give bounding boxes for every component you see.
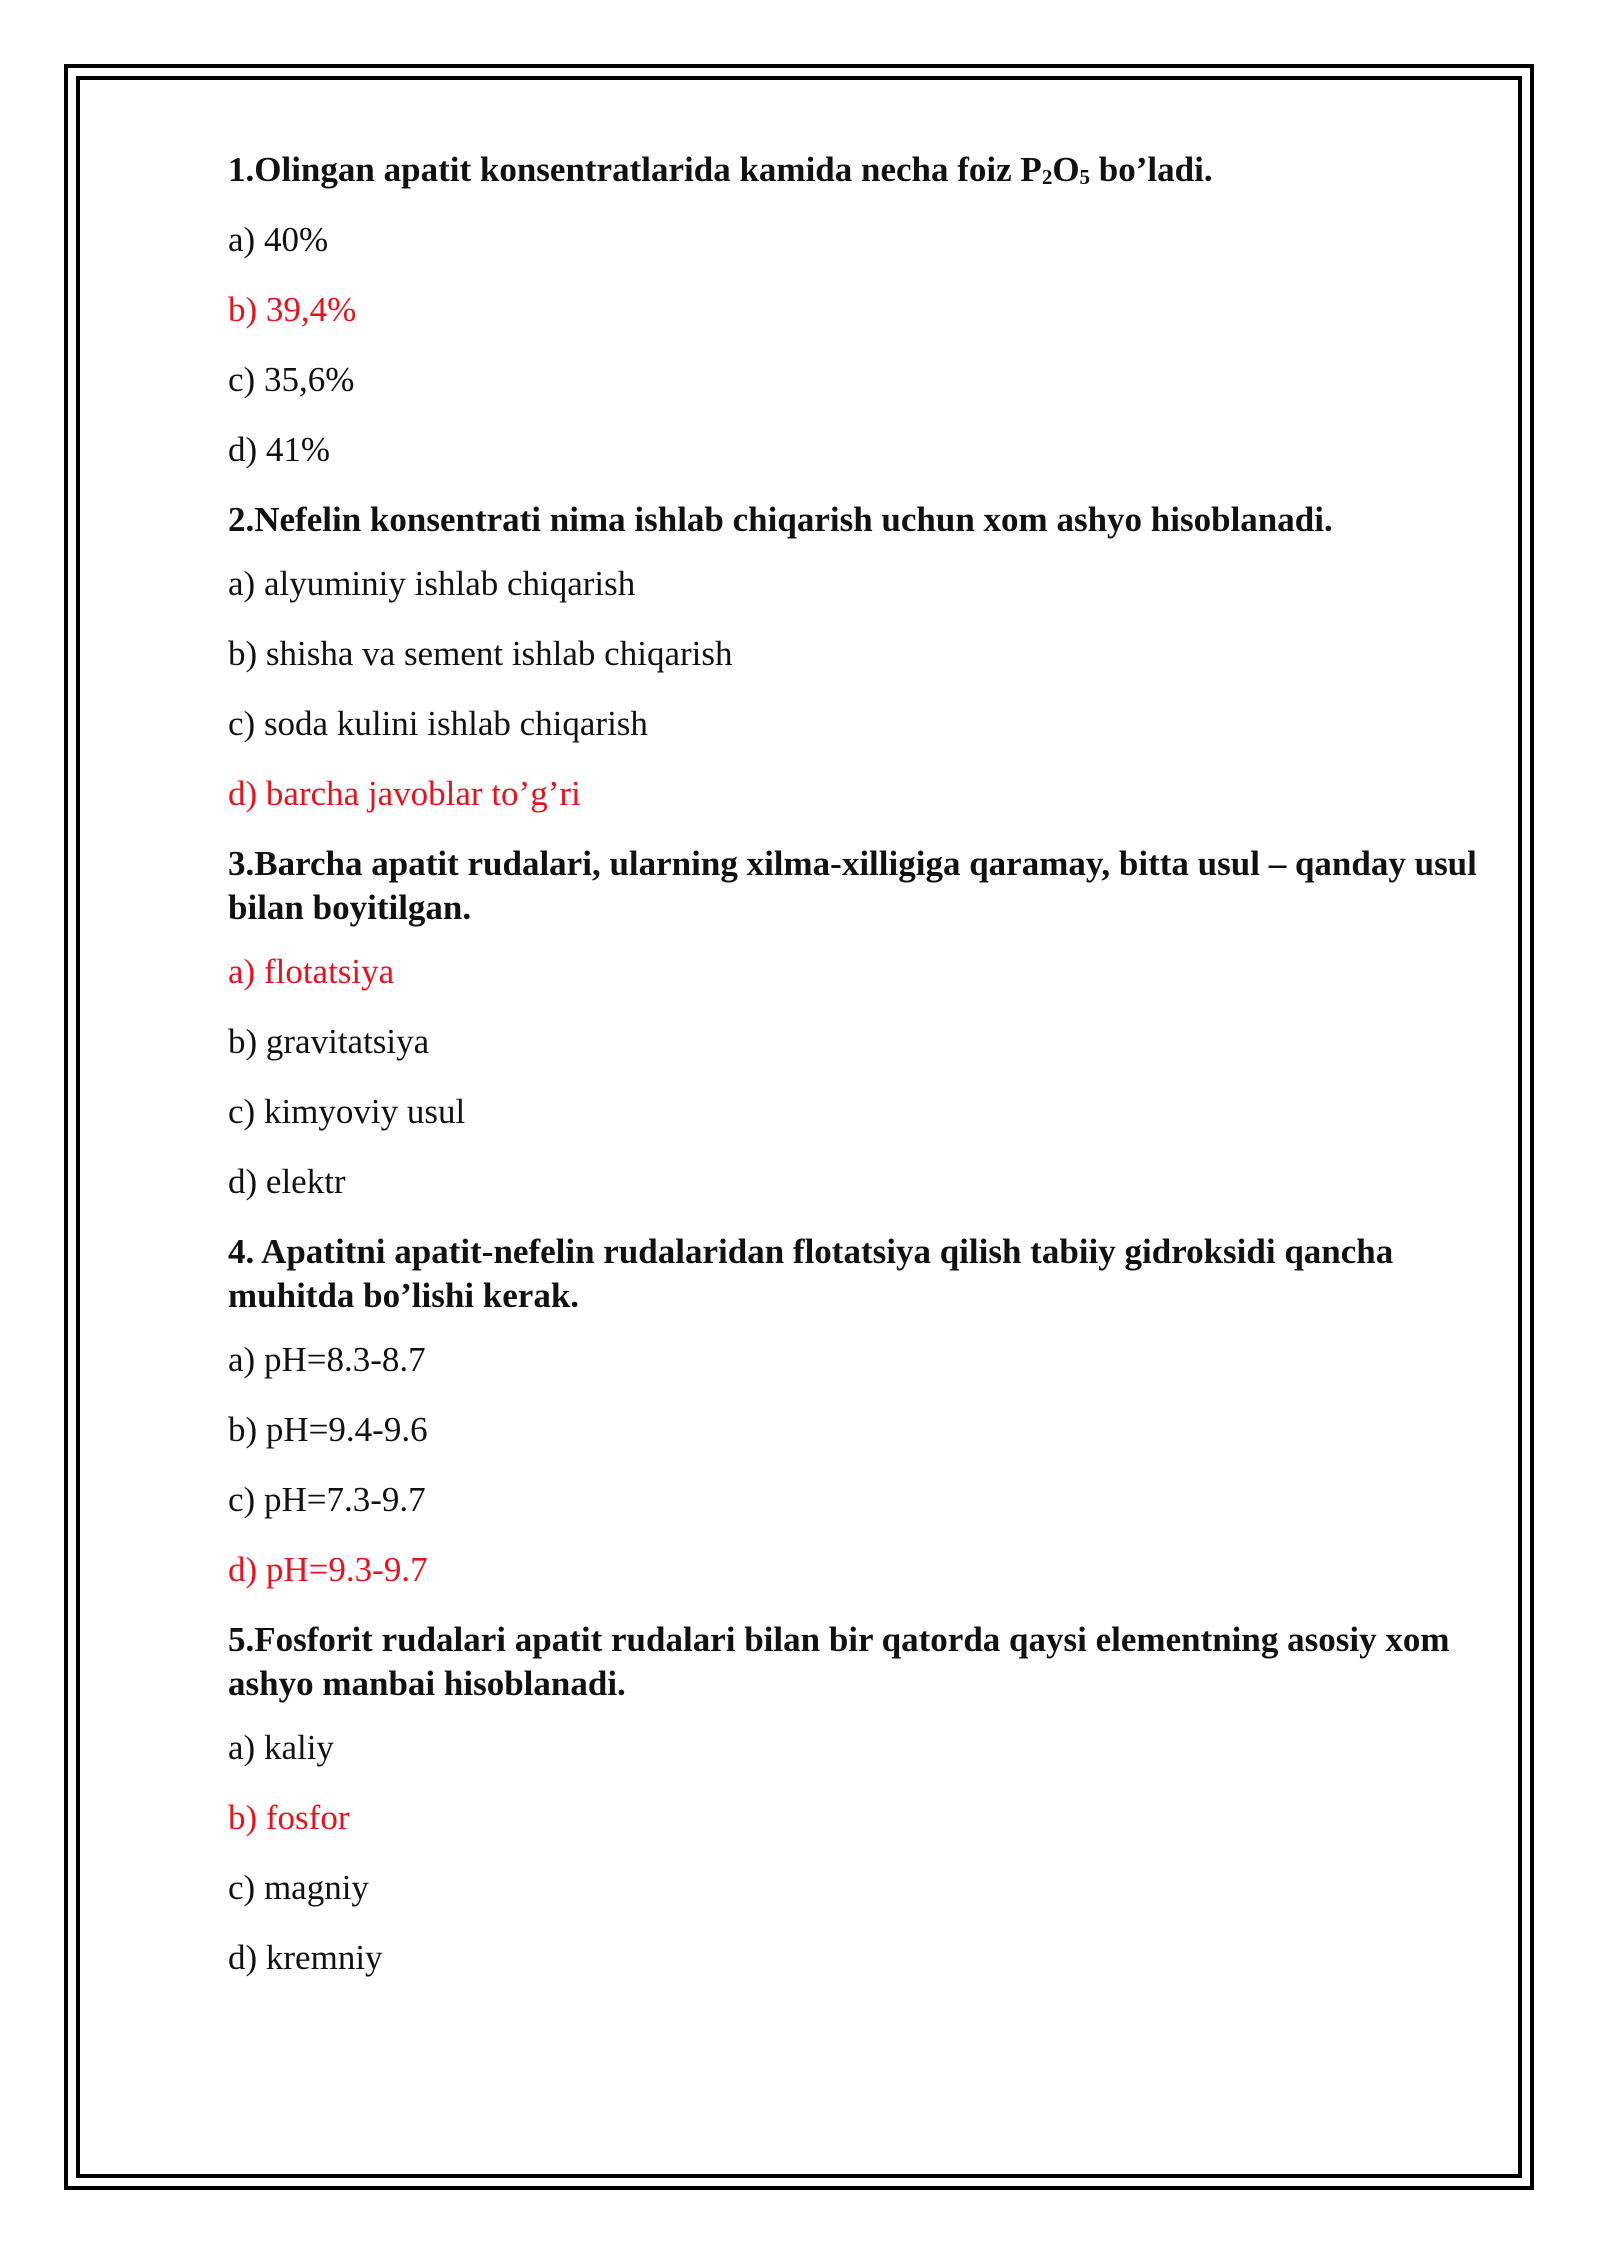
question-block-2 [228, 498, 1493, 816]
question-4-option-c: c) pH=7.3-9.7 [228, 1480, 426, 1519]
question-block-4 [228, 1230, 1493, 1592]
question-block-3 [228, 842, 1493, 1204]
question-5-option-d: d) kremniy [228, 1938, 383, 1977]
question-5-option-a: a) kaliy [228, 1728, 334, 1767]
question-1-option-c: c) 35,6% [228, 360, 355, 399]
question-1-text: 1.Olingan apatit konsentratlarida kamida necha foiz $P_2O_5$ bo’ladi. [228, 150, 1213, 190]
question-4-text: 4. Apatitni apatit-nefelin rudalaridan flotatsiya qilish tabiiy gidroksidi qancha muhitda bo’lishi kerak. [228, 1232, 1394, 1315]
question-3-option-d: d) elektr [228, 1162, 346, 1201]
question-2-option-a: a) alyuminiy ishlab chiqarish [228, 564, 636, 603]
question-4-option-b: b) pH=9.4-9.6 [228, 1410, 428, 1449]
question-3-option-a: a) flotatsiya [228, 952, 395, 991]
quiz-content [228, 148, 1493, 2006]
question-3-text: 3.Barcha apatit rudalari, ularning xilma-xilligiga qaramay, bitta usul – qanday usul bilan boyitilgan. [228, 844, 1477, 927]
question-3-option-c: c) kimyoviy usul [228, 1092, 466, 1131]
question-4-option-a: a) pH=8.3-8.7 [228, 1340, 426, 1379]
question-block-5 [228, 1618, 1493, 1980]
question-2-option-d: d) barcha javoblar to’g’ri [228, 774, 581, 813]
question-2-option-c: c) soda kulini ishlab chiqarish [228, 704, 648, 743]
question-block-1 [228, 148, 1493, 472]
question-1-option-b: b) 39,4% [228, 290, 357, 329]
question-5-text: 5.Fosforit rudalari apatit rudalari bilan bir qatorda qaysi elementning asosiy xom ashyo manbai hisoblanadi. [228, 1620, 1450, 1703]
question-1-option-a: a) 40% [228, 220, 329, 259]
question-2-option-b: b) shisha va sement ishlab chiqarish [228, 634, 733, 673]
question-5-option-b: b) fosfor [228, 1798, 350, 1837]
question-5-option-c: c) magniy [228, 1868, 369, 1907]
question-4-option-d: d) pH=9.3-9.7 [228, 1550, 428, 1589]
question-1-option-d: d) 41% [228, 430, 331, 469]
question-2-text: 2.Nefelin konsentrati nima ishlab chiqarish uchun xom ashyo hisoblanadi. [228, 500, 1333, 539]
question-3-option-b: b) gravitatsiya [228, 1022, 430, 1061]
